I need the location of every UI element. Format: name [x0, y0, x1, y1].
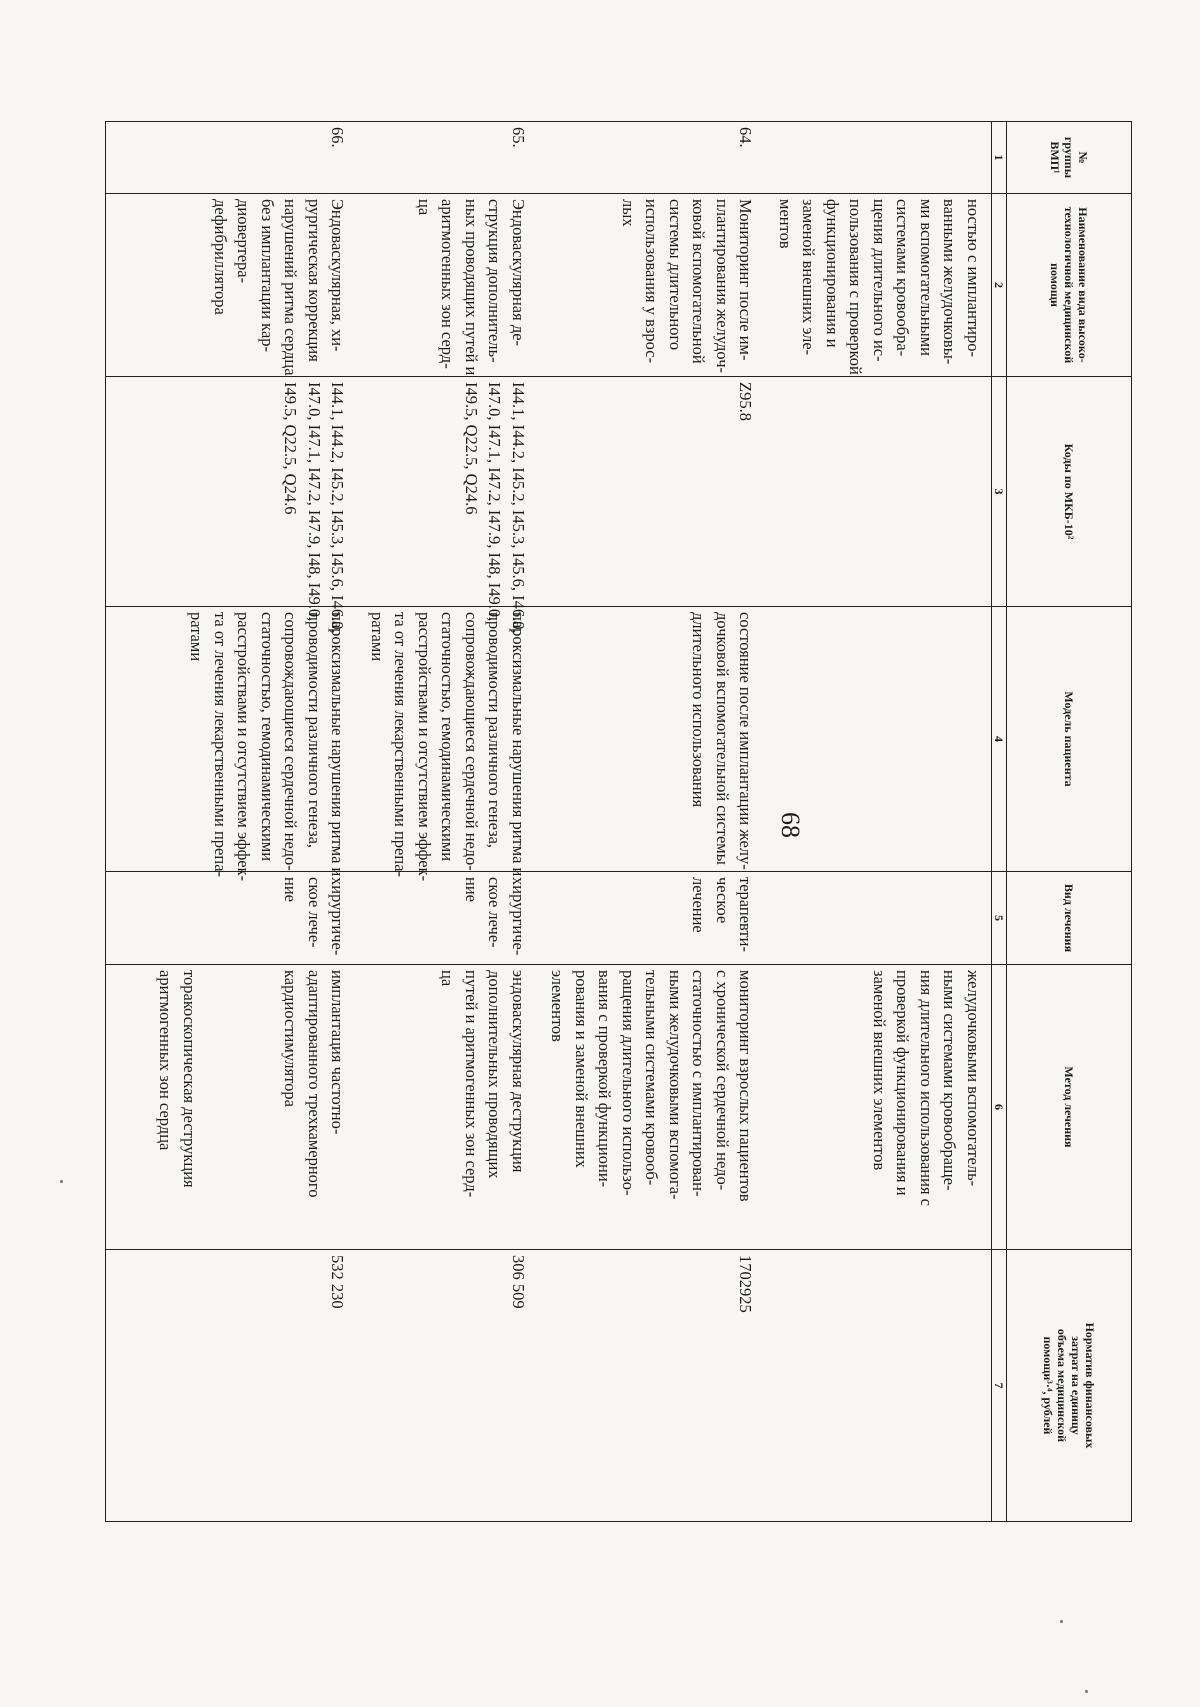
cell-text-line: статочностью, гемодинамическими	[438, 612, 458, 862]
row-treatment-type	[764, 872, 992, 965]
cell-text-line: I47.0, I47.1, I47.2, I47.9, I48, I49.0,	[485, 382, 505, 622]
cell-text-line: проверкой функционирования и	[893, 970, 913, 1196]
cell-text-line: хирургиче-	[328, 877, 348, 956]
cell-text-line: ными желудочковыми вспомога-	[666, 970, 685, 1200]
cell-text-line: ных проводящих путей и	[462, 199, 481, 376]
cell-text-line: адаптированного трехкамерного	[305, 970, 324, 1198]
cell-text-line: торакоскопическая деструкция	[180, 970, 199, 1188]
header-line: №	[1076, 151, 1090, 164]
cell-text-line: плантирования желудоч-	[713, 199, 732, 373]
cell-text-line: системами кровообра-	[893, 199, 913, 357]
cell-text-line: I47.0, I47.1, I47.2, I47.9, I48, I49.0,	[305, 382, 324, 622]
cell-text-line: заменой внешних элементов	[870, 970, 889, 1171]
column-number: 2	[992, 194, 1007, 377]
table-row	[536, 122, 764, 1522]
header-line: Норматив финансовых	[1083, 1322, 1097, 1449]
cell-text-line: статочностью, гемодинамическими	[258, 612, 277, 862]
cell-text-line: лечение	[689, 877, 709, 933]
header-row	[1007, 122, 1132, 1522]
cost-value: 306 509	[509, 1255, 528, 1309]
header-line: ВМП¹	[1048, 141, 1062, 174]
cell-text-line: терапевти-	[736, 877, 756, 952]
row-icd-codes	[106, 377, 356, 634]
cell-text-line: пароксизмальные нарушения ритма и	[328, 612, 348, 877]
cell-text-line: I44.1, I44.2, I45.2, I45.3, I45.6, I46.0,	[509, 382, 528, 634]
cell-text-line: ванными желудочковы-	[940, 199, 960, 365]
cell-text-line: I44.1, I44.2, I45.2, I45.3, I45.6, I46.0,	[328, 382, 348, 634]
cell-text-line: ратами	[187, 612, 207, 662]
cell-text-line: расстройствами и отсутствием эффек-	[234, 612, 254, 882]
cell-text-line: пользования с проверкой	[846, 199, 866, 375]
cell-text-line: ческое	[713, 877, 732, 924]
scan-speck	[1085, 1690, 1088, 1693]
header-line: помощи	[1048, 263, 1062, 307]
cell-text-line: Мониторинг после им-	[736, 199, 756, 361]
cell-text-line: сопровождающиеся сердечной недо-	[281, 612, 301, 871]
cell-text-line: нарушений ритма сердца	[281, 199, 301, 376]
cell-text-line: ния длительного использования с	[917, 970, 936, 1206]
column-number: 7	[992, 1250, 1007, 1522]
cell-text-line: пароксизмальные нарушения ритма и	[509, 612, 528, 877]
cell-text-line: проводимости различного генеза,	[305, 612, 324, 849]
cell-text-line: аритмогенных зон сердца	[156, 970, 176, 1151]
row-cost-norm	[764, 1250, 992, 1522]
row-group-number	[106, 122, 356, 194]
cell-text-line: эндоваскулярная деструкция	[509, 970, 528, 1173]
cell-text-line: функционирования и	[823, 199, 842, 348]
cell-text-line: расстройствами и отсутствием эффек-	[415, 612, 434, 882]
cell-text-line: с хронической сердечной недо-	[713, 970, 732, 1191]
header-line: Модель пациента	[1062, 691, 1076, 787]
cell-text-line: ностью с имплантиро-	[964, 199, 983, 357]
header-line: Метод лечения	[1062, 1066, 1076, 1148]
page-number: 68	[776, 812, 805, 838]
row-group-number	[356, 122, 537, 194]
cell-text-line: рования и заменой внешних	[572, 970, 591, 1168]
header-line: затрат на единицу	[1069, 1336, 1083, 1435]
cell-text-line: элементов	[548, 970, 568, 1042]
cell-text-line: лых	[619, 199, 638, 227]
header-treatment-method	[1007, 965, 1132, 1250]
cell-text-line: 64.	[736, 127, 756, 148]
row-treatment-method	[764, 965, 992, 1250]
cell-text-line: вания с проверкой функциони-	[595, 970, 615, 1188]
row-treatment-type	[106, 872, 356, 965]
cell-text-line: системы длительного	[666, 199, 685, 351]
cell-text-line: ми вспомогательными	[917, 199, 936, 357]
cell-text-line: дефибриллятора	[211, 199, 230, 315]
rotated-table-sheet	[157, 121, 1132, 1521]
cell-text-line: проводимости различного генеза,	[485, 612, 505, 849]
cell-text-line: Z95.8	[736, 382, 756, 421]
scan-speck	[60, 1180, 63, 1183]
header-icd-codes	[1007, 377, 1132, 607]
cell-text-line: состояние после имплантации желу-	[736, 612, 756, 870]
header-line: Наименование вида высоко-	[1076, 207, 1090, 363]
row-group-number	[536, 122, 764, 194]
header-line: помощи³·⁴, рублей	[1041, 1336, 1055, 1435]
cell-text-line: заменой внешних эле-	[799, 199, 819, 356]
header-patient-model	[1007, 607, 1132, 872]
column-number: 5	[992, 872, 1007, 965]
cell-text-line: статочностью с имплантирован-	[689, 970, 709, 1197]
cell-text-line: Эндоваскулярная, хи-	[328, 199, 348, 352]
row-treatment-method	[536, 965, 764, 1250]
cell-text-line: ское лече-	[305, 877, 324, 948]
row-cost-norm	[536, 1250, 764, 1522]
row-patient-model	[356, 607, 537, 882]
cell-text-line: диовертера-	[234, 199, 254, 284]
cost-value: 532 230	[328, 1255, 348, 1309]
cell-text-line: аритмогенных зон серд-	[438, 199, 458, 369]
table-row	[764, 122, 992, 1522]
header-line: объема медицинской	[1055, 1328, 1069, 1443]
cell-text-line: использования у взрос-	[642, 199, 662, 364]
cell-spacer	[201, 970, 279, 1244]
cell-text-line: желудочковыми вспомогатель-	[964, 970, 983, 1187]
cell-text-line: ращения длительного использо-	[619, 970, 638, 1196]
header-line: группы	[1062, 136, 1076, 179]
cell-text-line: путей и аритмогенных зон серд-	[462, 970, 481, 1198]
vmp-table	[105, 121, 1132, 1522]
cell-text-line: ными системами кровообраще-	[940, 970, 960, 1191]
header-line: Коды по МКБ-10²	[1062, 443, 1076, 540]
column-number-row	[992, 122, 1007, 1522]
cell-text-line: имплантация частотно-	[328, 970, 348, 1135]
row-vmp-name	[106, 194, 356, 377]
cell-text-line: ское лече-	[485, 877, 505, 948]
header-group-number	[1007, 122, 1132, 194]
row-vmp-name	[764, 194, 992, 377]
cell-text-line: ковой вспомогательной	[689, 199, 709, 364]
row-vmp-name	[536, 194, 764, 377]
cell-text-line: I49.5, Q22.5, Q24.6	[462, 382, 481, 515]
cell-text-line: щения длительного ис-	[870, 199, 889, 362]
cell-text-line: рургическая коррекция	[305, 199, 324, 362]
cell-text-line: кардиостимулятора	[281, 970, 301, 1107]
row-treatment-type	[356, 872, 537, 965]
row-patient-model	[106, 607, 356, 882]
cell-text-line: ние	[281, 877, 301, 902]
cell-text-line: ратами	[368, 612, 387, 662]
row-vmp-name	[356, 194, 537, 377]
table-body	[106, 122, 992, 1522]
row-treatment-method	[356, 965, 537, 1250]
row-treatment-method	[106, 965, 356, 1250]
cell-text-line: тельными системами кровооб-	[642, 970, 662, 1186]
cell-text-line: сопровождающиеся сердечной недо-	[462, 612, 481, 871]
row-group-number	[764, 122, 992, 194]
header-line: Вид лечения	[1062, 883, 1076, 953]
row-icd-codes	[536, 377, 764, 607]
row-patient-model	[536, 607, 764, 872]
cell-text-line: ние	[462, 877, 481, 902]
table-row	[356, 122, 537, 1522]
cell-text-line: та от лечения лекарственными препа-	[211, 612, 230, 878]
cell-text-line: I49.5, Q22.5, Q24.6	[281, 382, 301, 515]
cost-value: 1702925	[736, 1255, 756, 1313]
row-cost-norm	[106, 1250, 356, 1522]
column-number: 6	[992, 965, 1007, 1250]
cell-text-line: мониторинг взрослых пациентов	[736, 970, 756, 1202]
header-treatment-type	[1007, 872, 1132, 965]
cell-text-line: ца	[438, 970, 458, 987]
cell-text-line: хирургиче-	[509, 877, 528, 956]
cell-text-line: 66.	[328, 127, 348, 148]
row-treatment-type	[536, 872, 764, 965]
cell-text-line: Эндоваскулярная де-	[509, 199, 528, 347]
cell-text-line: та от лечения лекарственными препа-	[391, 612, 411, 878]
cell-text-line: струкция дополнитель-	[485, 199, 505, 363]
scan-speck	[1060, 1620, 1063, 1623]
table-row	[106, 122, 356, 1522]
cell-text-line: ца	[415, 199, 434, 216]
row-patient-model	[764, 607, 992, 872]
column-number: 4	[992, 607, 1007, 872]
row-icd-codes	[764, 377, 992, 607]
header-line: технологичной медицинской	[1062, 206, 1076, 364]
cell-text-line: ментов	[776, 199, 795, 249]
column-number: 3	[992, 377, 1007, 607]
cell-text-line: дополнительных проводящих	[485, 970, 505, 1179]
cell-text-line: без имплантации кар-	[258, 199, 277, 353]
column-number: 1	[992, 122, 1007, 194]
row-icd-codes	[356, 377, 537, 634]
cell-text-line: длительного использования	[689, 612, 709, 808]
header-cost-norm	[1007, 1250, 1132, 1522]
header-vmp-name	[1007, 194, 1132, 377]
cell-text-line: дочковой вспомогательной системы	[713, 612, 732, 865]
row-cost-norm	[356, 1250, 537, 1522]
cell-text-line: 65.	[509, 127, 528, 148]
